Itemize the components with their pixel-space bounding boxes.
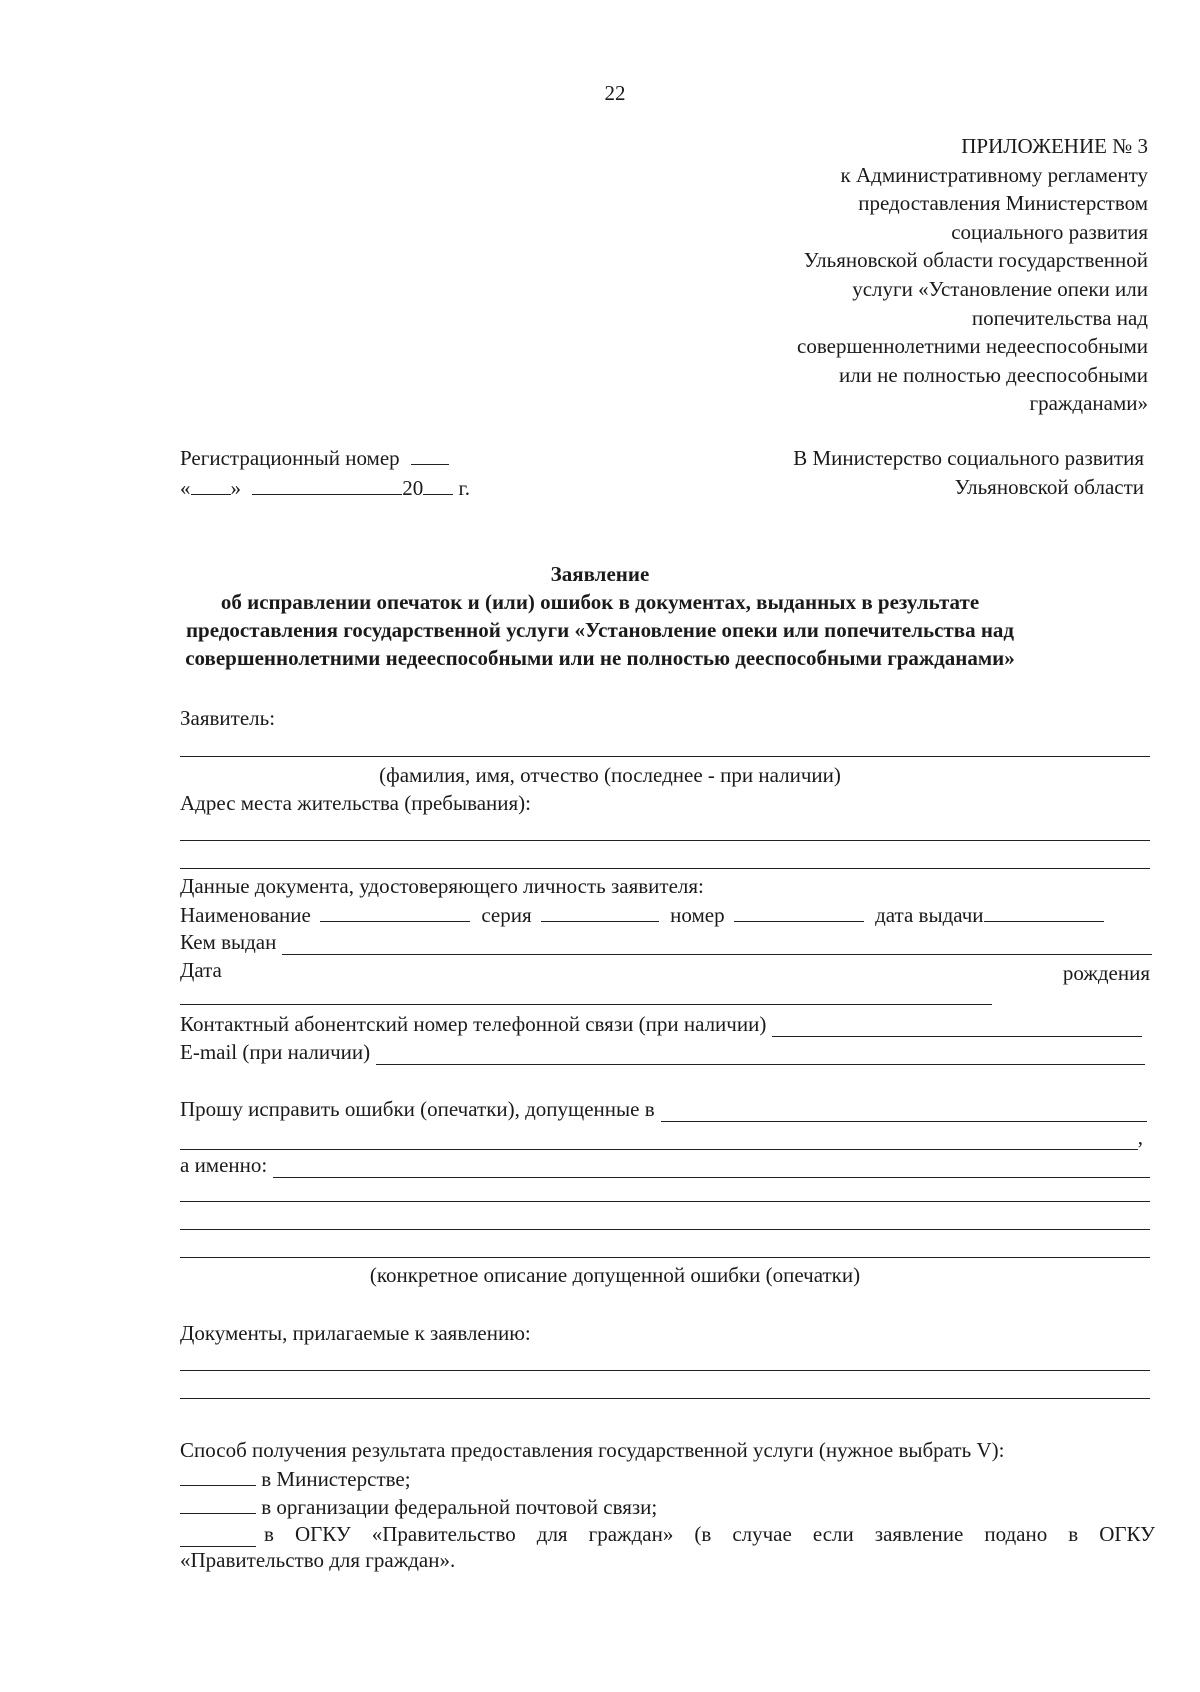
appendix-header [797,132,1148,418]
doc-name-label: Наименование [180,902,311,927]
address-label: Адрес места жительства (пребывания): [180,791,532,815]
phone-label: Контактный абонентский номер телефонной связи (при наличии) [180,1012,767,1036]
error-description-line-2[interactable] [180,1201,1150,1202]
identity-doc-label: Данные документа, удостоверяющего личность заявителя: [180,874,704,898]
fio-hint: (фамилия, имя, отчество (последнее - при наличии) [379,763,841,787]
registration-number-field[interactable] [411,444,449,465]
email-field[interactable] [376,1044,1145,1065]
title-line: совершеннолетними недееспособными или не полностью дееспособными гражданами» [185,646,1015,670]
appendix-line: ПРИЛОЖЕНИЕ № 3 [961,134,1148,158]
trailing-comma: , [1137,1125,1143,1149]
address-field-line-2[interactable] [180,868,1150,869]
title-line: Заявление [550,562,650,586]
fix-request-continuation [180,1124,1143,1150]
date-close-quote: » [230,475,241,500]
error-description-field[interactable] [273,1157,1150,1178]
issued-by-label: Кем выдан [180,930,277,954]
doc-issue-date-field[interactable] [984,901,1104,922]
error-description-line-3[interactable] [180,1229,1150,1230]
doc-number-field[interactable] [734,901,864,922]
birth-date-label-left: Дата [180,958,222,982]
title-line: об исправлении опечаток и (или) ошибок в документах, выданных в результате [220,590,980,614]
email-label: E-mail (при наличии) [180,1040,371,1064]
delivery-option-post [180,1493,657,1520]
delivery-option-ogku-mark[interactable] [180,1526,256,1547]
issued-by-field[interactable] [282,934,1152,955]
appendix-line: социального развития [951,219,1148,244]
applicant-fio-field[interactable] [180,756,1150,757]
doc-series-field[interactable] [541,901,659,922]
delivery-option-ministry-label: в Министерстве; [261,1466,411,1491]
issued-by-row [180,929,1152,955]
birth-date-label-right: рождения [1062,961,1150,985]
application-title [0,560,1200,672]
appendix-line: попечительства над [971,305,1148,330]
delivery-option-post-label: в организации федеральной почтовой связи; [261,1494,658,1519]
doc-issue-date-label: дата выдачи [875,902,984,927]
appendix-line: к Административному регламенту [840,162,1148,187]
delivery-option-ogku-label: в ОГКУ «Правительство для граждан» (в случае если заявление подано в ОГКУ [264,1522,1155,1546]
registration-month-field[interactable] [252,474,402,495]
identity-doc-row [180,901,1104,928]
applicant-label: Заявитель: [180,706,276,730]
error-description-line-4[interactable] [180,1257,1150,1258]
delivery-option-ogku [180,1521,1155,1574]
namely-label: а именно: [180,1153,268,1177]
phone-field[interactable] [772,1016,1142,1037]
title-line: предоставления государственной услуги «Установление опеки или попечительства над [185,618,1015,642]
fix-document-field[interactable] [661,1101,1147,1122]
fix-request-label: Прошу исправить ошибки (опечатки), допущенные в [180,1097,655,1121]
delivery-option-post-mark[interactable] [180,1493,256,1514]
delivery-option-ministry-mark[interactable] [180,1465,256,1486]
registration-number-row [180,444,449,471]
address-field-line-1[interactable] [180,840,1150,841]
appendix-line: предоставления Министерством [858,191,1148,216]
registration-year-field[interactable] [423,474,453,495]
error-description-hint: (конкретное описание допущенной ошибки (опечатки) [369,1263,861,1287]
delivery-method-label: Способ получения результата предоставления государственной услуги (нужное выбрать V): [180,1438,1005,1462]
registration-number-label: Регистрационный номер [180,445,400,470]
attached-documents-line-1[interactable] [180,1370,1150,1371]
doc-number-label: номер [670,902,725,927]
email-row [180,1039,1145,1065]
attached-documents-label: Документы, прилагаемые к заявлению: [180,1321,531,1345]
year-prefix: 20 [402,475,424,500]
doc-series-label: серия [481,902,532,927]
year-suffix: г. [458,475,470,500]
addressee-line: Ульяновской области [954,475,1144,499]
attached-documents-line-2[interactable] [180,1398,1150,1399]
registration-day-field[interactable] [191,474,231,495]
phone-row [180,1011,1142,1037]
registration-date-row [180,474,470,501]
addressee-line: В Министерство социального развития [793,446,1144,470]
delivery-option-ministry [180,1465,411,1492]
doc-name-field[interactable] [320,901,470,922]
appendix-line: Ульяновской области государственной [803,248,1148,273]
birth-date-field[interactable] [180,1004,992,1005]
appendix-line: или не полностью дееспособными [838,362,1148,387]
page-number: 22 [604,81,626,105]
appendix-line: совершеннолетними недееспособными [797,334,1148,359]
fix-request-row [180,1096,1147,1122]
appendix-line: услуги «Установление опеки или [852,276,1148,301]
namely-row [180,1152,1150,1178]
appendix-line: гражданами» [1029,391,1148,416]
date-open-quote: « [180,475,191,500]
delivery-option-ogku-label-cont: «Правительство для граждан». [180,1548,456,1573]
addressee [793,444,1144,502]
fix-document-field-line-2[interactable] [180,1129,1138,1150]
